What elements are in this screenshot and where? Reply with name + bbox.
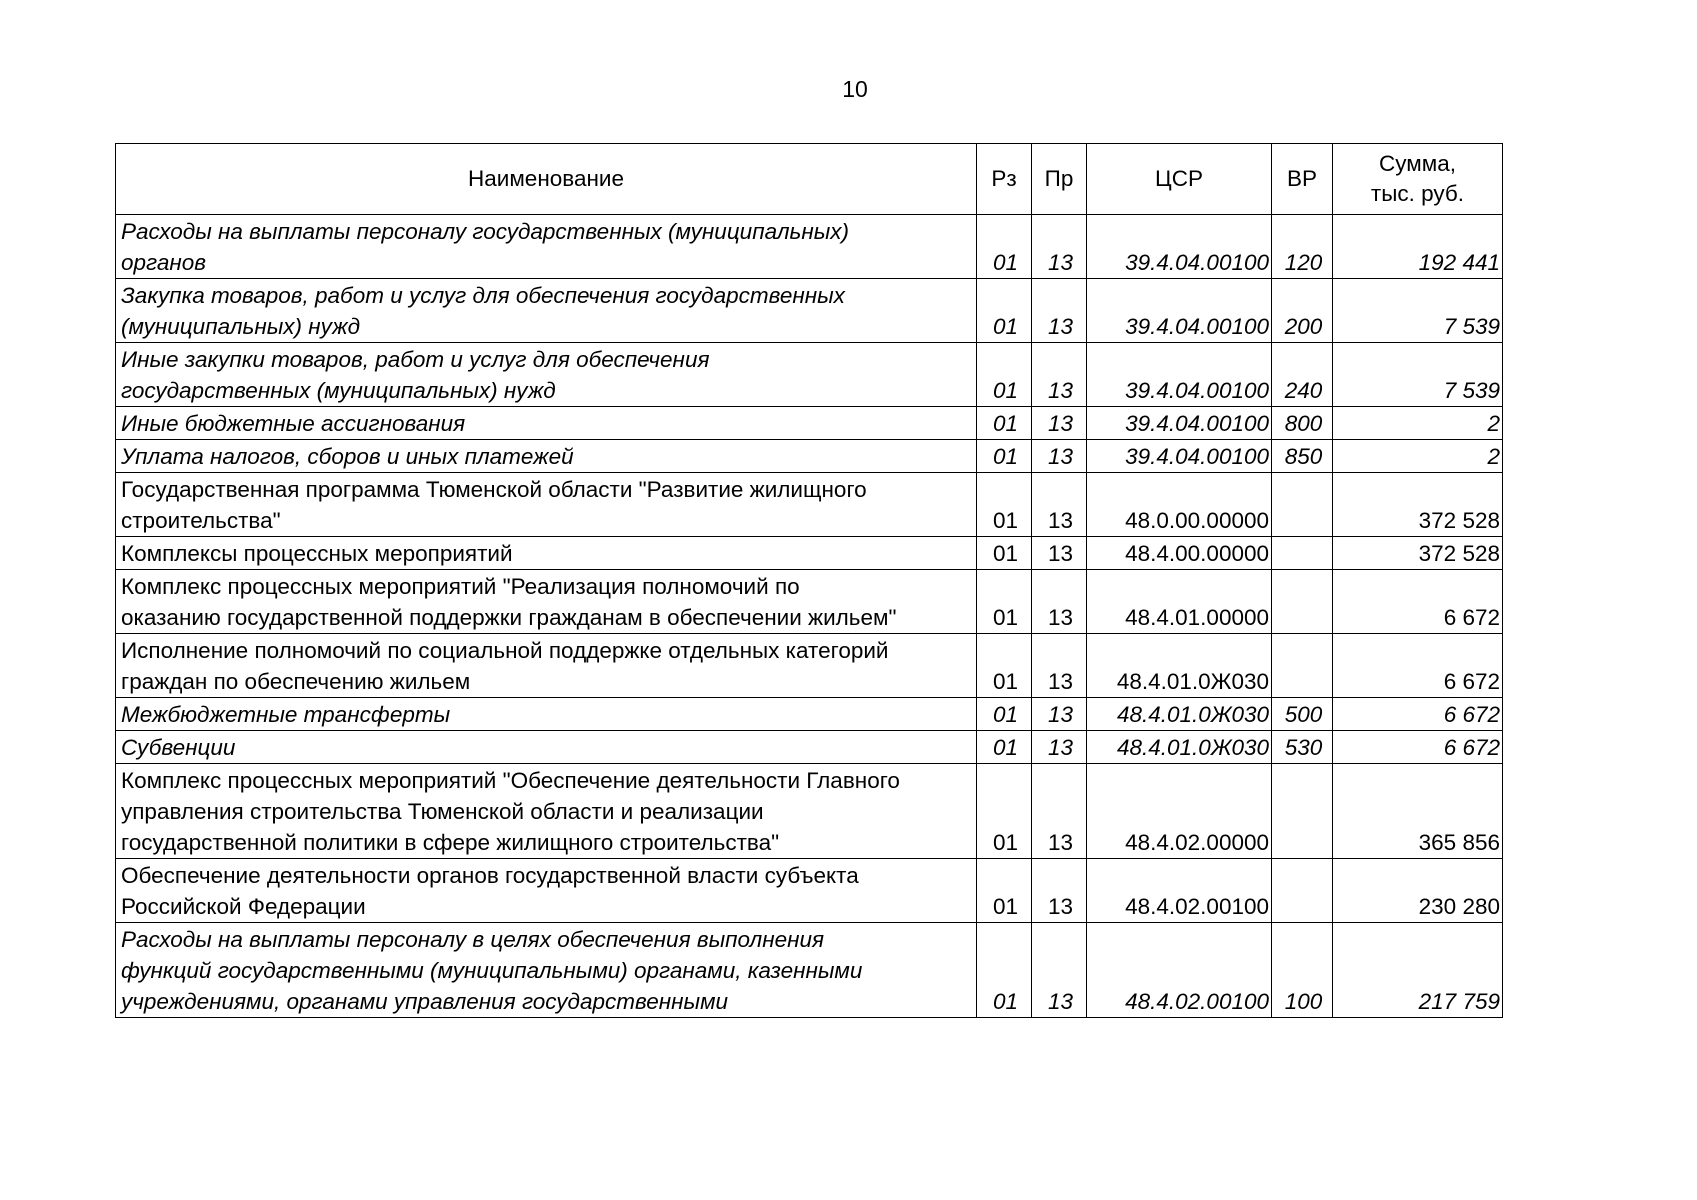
cell-vr: 500 [1272, 698, 1333, 731]
cell-sum: 6 672 [1333, 698, 1503, 731]
cell-name [116, 859, 977, 923]
cell-csr: 39.4.04.00100 [1087, 440, 1272, 473]
cell-name-line: управления строительства Тюменской области и реализации [121, 799, 764, 824]
cell-pr: 13 [1032, 537, 1087, 570]
cell-sum: 7 539 [1333, 343, 1503, 407]
table-row [116, 859, 1503, 923]
header-rz: Рз [977, 144, 1032, 215]
cell-name [116, 343, 977, 407]
cell-rz: 01 [977, 731, 1032, 764]
cell-name-line: Уплата налогов, сборов и иных платежей [121, 444, 574, 469]
cell-pr: 13 [1032, 764, 1087, 859]
table-row [116, 698, 1503, 731]
cell-name-line: Субвенции [121, 735, 236, 760]
cell-name-line: Комплекс процессных мероприятий "Реализация полномочий по [121, 574, 800, 599]
cell-sum: 372 528 [1333, 537, 1503, 570]
cell-vr [1272, 634, 1333, 698]
cell-pr: 13 [1032, 859, 1087, 923]
table-row [116, 215, 1503, 279]
cell-name [116, 731, 977, 764]
cell-csr: 48.4.02.00000 [1087, 764, 1272, 859]
table-row [116, 570, 1503, 634]
cell-sum: 192 441 [1333, 215, 1503, 279]
cell-name-line: граждан по обеспечению жильем [121, 669, 471, 694]
cell-rz: 01 [977, 859, 1032, 923]
cell-vr [1272, 537, 1333, 570]
cell-name-line: Иные закупки товаров, работ и услуг для обеспечения [121, 347, 710, 372]
cell-sum: 6 672 [1333, 634, 1503, 698]
cell-name-line: органов [121, 250, 207, 275]
cell-name-line: Закупка товаров, работ и услуг для обеспечения государственных [121, 283, 845, 308]
table-row [116, 731, 1503, 764]
cell-pr: 13 [1032, 634, 1087, 698]
cell-name [116, 764, 977, 859]
table-row [116, 923, 1503, 1018]
cell-csr: 39.4.04.00100 [1087, 407, 1272, 440]
cell-name [116, 634, 977, 698]
header-sum [1333, 144, 1503, 215]
cell-name [116, 537, 977, 570]
cell-name [116, 698, 977, 731]
cell-name-line: Расходы на выплаты персоналу в целях обеспечения выполнения [121, 927, 825, 952]
cell-csr: 48.4.02.00100 [1087, 923, 1272, 1018]
cell-pr: 13 [1032, 731, 1087, 764]
budget-table [115, 143, 1503, 1018]
cell-name [116, 570, 977, 634]
cell-csr: 48.4.01.00000 [1087, 570, 1272, 634]
cell-vr: 530 [1272, 731, 1333, 764]
cell-name-line: Комплексы процессных мероприятий [121, 541, 513, 566]
cell-pr: 13 [1032, 473, 1087, 537]
cell-sum: 2 [1333, 440, 1503, 473]
cell-csr: 39.4.04.00100 [1087, 279, 1272, 343]
cell-rz: 01 [977, 634, 1032, 698]
cell-name-line: Государственная программа Тюменской области "Развитие жилищного [121, 477, 867, 502]
cell-vr: 120 [1272, 215, 1333, 279]
table-body [116, 215, 1503, 1018]
cell-name-line: государственных (муниципальных) нужд [121, 378, 556, 403]
cell-rz: 01 [977, 440, 1032, 473]
cell-pr: 13 [1032, 279, 1087, 343]
cell-rz: 01 [977, 473, 1032, 537]
cell-name-line: Комплекс процессных мероприятий "Обеспечение деятельности Главного [121, 768, 900, 793]
cell-name-line: учреждениями, органами управления государственными [121, 989, 729, 1014]
cell-name [116, 215, 977, 279]
cell-sum: 7 539 [1333, 279, 1503, 343]
cell-vr [1272, 859, 1333, 923]
cell-name [116, 440, 977, 473]
table-row [116, 343, 1503, 407]
cell-vr [1272, 473, 1333, 537]
table-row [116, 279, 1503, 343]
cell-sum: 6 672 [1333, 731, 1503, 764]
cell-name-line: Обеспечение деятельности органов государственной власти субъекта [121, 863, 859, 888]
cell-rz: 01 [977, 923, 1032, 1018]
cell-sum: 2 [1333, 407, 1503, 440]
header-vr: ВР [1272, 144, 1333, 215]
cell-csr: 48.0.00.00000 [1087, 473, 1272, 537]
cell-pr: 13 [1032, 570, 1087, 634]
cell-pr: 13 [1032, 923, 1087, 1018]
cell-rz: 01 [977, 764, 1032, 859]
cell-vr [1272, 764, 1333, 859]
cell-name-line: функций государственными (муниципальными) органами, казенными [121, 958, 863, 983]
header-csr: ЦСР [1087, 144, 1272, 215]
cell-pr: 13 [1032, 407, 1087, 440]
cell-rz: 01 [977, 407, 1032, 440]
cell-sum: 372 528 [1333, 473, 1503, 537]
cell-name-line: Расходы на выплаты персоналу государственных (муниципальных) [121, 219, 850, 244]
cell-rz: 01 [977, 343, 1032, 407]
header-sum-line2: тыс. руб. [1370, 181, 1465, 206]
cell-name-line: государственной политики в сфере жилищного строительства" [121, 830, 780, 855]
cell-csr: 48.4.01.0Ж030 [1087, 731, 1272, 764]
cell-vr: 800 [1272, 407, 1333, 440]
cell-rz: 01 [977, 537, 1032, 570]
cell-pr: 13 [1032, 215, 1087, 279]
cell-name-line: (муниципальных) нужд [121, 314, 361, 339]
cell-pr: 13 [1032, 343, 1087, 407]
table-row [116, 537, 1503, 570]
header-sum-line1: Сумма, [1379, 151, 1456, 176]
cell-name-line: Российской Федерации [121, 894, 366, 919]
table-header-row [116, 144, 1503, 215]
cell-sum: 217 759 [1333, 923, 1503, 1018]
cell-sum: 6 672 [1333, 570, 1503, 634]
cell-csr: 39.4.04.00100 [1087, 215, 1272, 279]
cell-vr: 240 [1272, 343, 1333, 407]
cell-csr: 39.4.04.00100 [1087, 343, 1272, 407]
page-number: 10 [842, 76, 868, 102]
cell-name-line: Иные бюджетные ассигнования [121, 411, 466, 436]
cell-rz: 01 [977, 570, 1032, 634]
cell-vr: 100 [1272, 923, 1333, 1018]
cell-rz: 01 [977, 279, 1032, 343]
cell-name [116, 473, 977, 537]
cell-name-line: Межбюджетные трансферты [121, 702, 451, 727]
cell-vr [1272, 570, 1333, 634]
cell-sum: 230 280 [1333, 859, 1503, 923]
cell-csr: 48.4.00.00000 [1087, 537, 1272, 570]
table-row [116, 407, 1503, 440]
cell-rz: 01 [977, 698, 1032, 731]
cell-name [116, 923, 977, 1018]
cell-name [116, 407, 977, 440]
header-pr: Пр [1032, 144, 1087, 215]
cell-vr: 850 [1272, 440, 1333, 473]
cell-csr: 48.4.02.00100 [1087, 859, 1272, 923]
table-row [116, 764, 1503, 859]
cell-csr: 48.4.01.0Ж030 [1087, 634, 1272, 698]
table-row [116, 440, 1503, 473]
cell-name-line: строительства" [121, 508, 281, 533]
table-row [116, 634, 1503, 698]
cell-name-line: оказанию государственной поддержки гражданам в обеспечении жильем" [121, 605, 897, 630]
cell-name-line: Исполнение полномочий по социальной поддержке отдельных категорий [121, 638, 889, 663]
cell-pr: 13 [1032, 698, 1087, 731]
header-name: Наименование [116, 144, 977, 215]
cell-pr: 13 [1032, 440, 1087, 473]
cell-rz: 01 [977, 215, 1032, 279]
cell-name [116, 279, 977, 343]
cell-csr: 48.4.01.0Ж030 [1087, 698, 1272, 731]
table-row [116, 473, 1503, 537]
cell-sum: 365 856 [1333, 764, 1503, 859]
cell-vr: 200 [1272, 279, 1333, 343]
